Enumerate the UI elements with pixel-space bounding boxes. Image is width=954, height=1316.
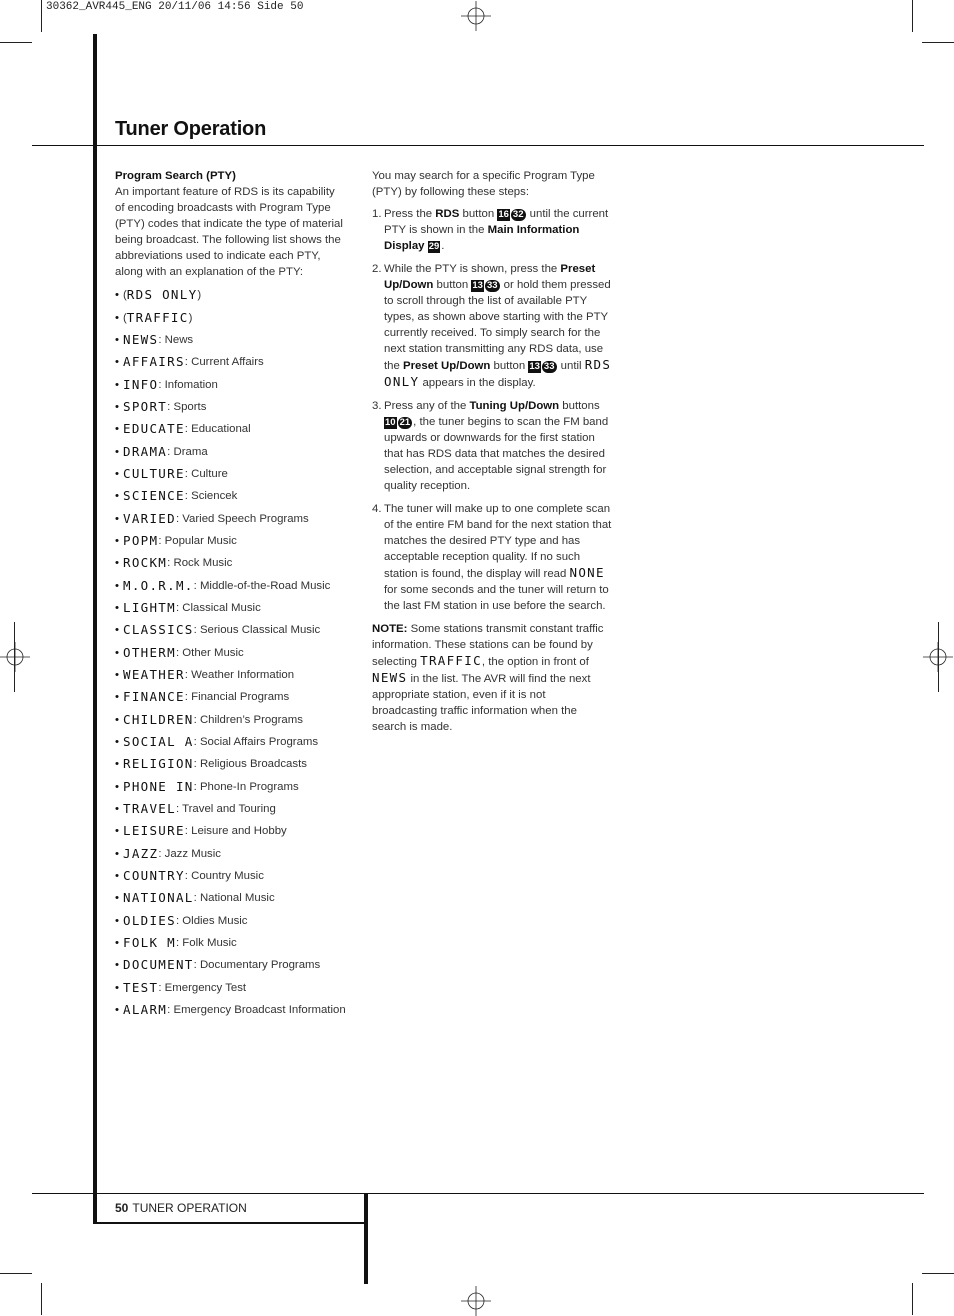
step-number: 2. — [372, 263, 382, 275]
ref-badge: 33 — [543, 361, 555, 372]
display-code: TRAFFIC — [420, 653, 482, 668]
pty-description: : Current Affairs — [184, 356, 264, 369]
pty-code: INFO — [123, 376, 159, 392]
pty-description: : Financial Programs — [184, 691, 290, 704]
text: button — [490, 360, 529, 372]
pty-item — [115, 776, 345, 798]
pty-item — [115, 999, 345, 1021]
pty-code: RDS ONLY — [126, 287, 198, 303]
page-number: 50 — [115, 1201, 129, 1215]
bullet-icon: • — [115, 713, 119, 726]
text: Press any of the — [384, 400, 470, 412]
bullet-icon: • — [115, 825, 119, 838]
button-name: RDS — [435, 208, 460, 220]
pty-description: : Rock Music — [167, 557, 233, 570]
pty-item — [115, 396, 345, 418]
ref-badge: 21 — [399, 417, 411, 428]
paren: ( — [123, 289, 127, 302]
text: in the list. The AVR will find the next appropriate station, even if it is not broadcasting traffic information when the search is made. — [372, 673, 591, 733]
ref-badge: 13 — [529, 361, 540, 372]
pty-item — [115, 485, 345, 507]
bullet-icon: • — [115, 534, 119, 547]
pty-item — [115, 597, 345, 619]
pty-description: : Jazz Music — [158, 847, 221, 860]
pty-item — [115, 664, 345, 686]
pty-code: EDUCATE — [123, 421, 185, 437]
bullet-icon: • — [115, 311, 119, 324]
button-name: Preset Up/Down — [403, 360, 491, 372]
pty-code: CHILDREN — [123, 711, 194, 727]
section-heading: Program Search (PTY) — [115, 170, 236, 182]
pty-item — [115, 910, 345, 932]
bullet-icon: • — [115, 467, 119, 480]
text: While the PTY is shown, press the — [384, 263, 561, 275]
crop-mark — [922, 42, 954, 43]
pty-code: VARIED — [123, 510, 176, 526]
footer-section: TUNER OPERATION — [132, 1201, 247, 1215]
pty-description: : Leisure and Hobby — [184, 825, 287, 838]
pty-description: : Oldies Music — [175, 914, 248, 927]
page-footer — [115, 1201, 247, 1215]
text: until — [557, 360, 585, 372]
crop-mark — [41, 1283, 42, 1315]
step-text — [384, 261, 612, 391]
pty-item — [115, 574, 345, 596]
pty-item — [115, 463, 345, 485]
step-number: 4. — [372, 503, 382, 515]
pty-item — [115, 351, 345, 373]
pty-description: : Social Affairs Programs — [193, 736, 319, 749]
text: , the tuner begins to scan the FM band upwards or downwards for the first station that has RDS data that matches the desired selection, and acceptable signal strength for quality reception. — [384, 416, 609, 492]
pty-item — [115, 619, 345, 641]
paren: ) — [197, 289, 202, 302]
pty-item — [115, 954, 345, 976]
pty-description: : Emergency Broadcast Information — [167, 1004, 346, 1017]
text: until the current PTY is shown in the — [384, 208, 609, 236]
bullet-icon: • — [115, 780, 119, 793]
pty-description: : Documentary Programs — [193, 959, 321, 972]
pty-item — [115, 798, 345, 820]
pty-code: CLASSICS — [123, 622, 194, 638]
bullet-icon: • — [115, 356, 119, 369]
pty-description: : Culture — [184, 467, 228, 480]
right-column — [372, 168, 612, 735]
pty-item — [115, 530, 345, 552]
pty-item — [115, 820, 345, 842]
ref-badge: 13 — [472, 280, 483, 291]
bullet-icon: • — [115, 892, 119, 905]
paren: ( — [123, 311, 127, 324]
footer-rule-bottom — [93, 1222, 368, 1224]
page-title: Tuner Operation — [115, 118, 267, 140]
pty-item — [115, 977, 345, 999]
crop-mark — [14, 622, 15, 692]
bullet-icon: • — [115, 691, 119, 704]
text: appears in the display. — [419, 377, 536, 389]
crop-mark — [922, 1273, 954, 1274]
crop-mark — [938, 622, 939, 692]
pty-item — [115, 932, 345, 954]
intro-paragraph: An important feature of RDS is its capability of encoding broadcasts with Program Type (PTY) codes that indicate the type of material being broadcast. The following list shows the abbreviations used to indicate each PTY, along with an explanation of the PTY: — [115, 186, 343, 278]
pty-description: : Middle-of-the-Road Music — [193, 579, 331, 592]
bullet-icon: • — [115, 937, 119, 950]
display-code: NEWS — [372, 670, 408, 685]
left-column — [115, 168, 345, 1021]
crop-mark — [41, 0, 42, 32]
step-2 — [372, 261, 612, 391]
registration-mark-icon — [0, 642, 30, 672]
pty-code: SPORT — [123, 398, 168, 414]
display-code: RDS ONLY — [384, 357, 612, 389]
pty-description: : Sports — [167, 400, 207, 413]
bullet-icon: • — [115, 400, 119, 413]
text: Press the — [384, 208, 436, 220]
step-1 — [372, 206, 612, 254]
bullet-icon: • — [115, 1004, 119, 1017]
pty-item — [115, 753, 345, 775]
crop-mark — [0, 1273, 32, 1274]
pty-item — [115, 843, 345, 865]
bullet-icon: • — [115, 624, 119, 637]
pty-code: M.O.R.M. — [123, 577, 194, 593]
bullet-icon: • — [115, 646, 119, 659]
pty-code: RELIGION — [123, 756, 194, 772]
pty-code: POPM — [123, 532, 159, 548]
steps-intro: You may search for a specific Program Type (PTY) by following these steps: — [372, 170, 595, 198]
printer-slug: 30362_AVR445_ENG 20/11/06 14:56 Side 50 — [46, 1, 304, 13]
pty-code: SOCIAL A — [123, 734, 194, 750]
text: or hold them pressed to scroll through the list of available PTY types, as shown above starting with the PTY currently received. To simply search for the next station transmitting any RDS data, use the — [384, 279, 611, 372]
step-4 — [372, 501, 612, 614]
step-3 — [372, 398, 612, 494]
ref-badge: 29 — [428, 241, 440, 252]
text: , the option in front of — [481, 656, 589, 668]
pty-description: : Religious Broadcasts — [193, 758, 307, 771]
footer-rule-top — [32, 1193, 924, 1194]
pty-description: : Sciencek — [184, 490, 238, 503]
pty-description: : Emergency Test — [158, 981, 247, 994]
bullet-icon: • — [115, 959, 119, 972]
header-rule — [32, 145, 924, 146]
bullet-icon: • — [115, 289, 119, 302]
pty-list — [115, 284, 345, 1021]
steps-list — [372, 206, 612, 614]
crop-mark — [912, 0, 913, 32]
pty-code: TRAVEL — [123, 801, 176, 817]
pty-item — [115, 284, 345, 306]
bullet-icon: • — [115, 803, 119, 816]
pty-item — [115, 887, 345, 909]
paren: ) — [188, 311, 193, 324]
crop-mark — [0, 42, 32, 43]
pty-code: FOLK M — [123, 935, 176, 951]
ref-badge: 16 — [498, 209, 509, 220]
bullet-icon: • — [115, 914, 119, 927]
pty-item — [115, 865, 345, 887]
bullet-icon: • — [115, 736, 119, 749]
crop-mark — [912, 1283, 913, 1315]
text: button — [433, 279, 472, 291]
pty-description: : Serious Classical Music — [193, 624, 321, 637]
pty-code: LIGHTM — [123, 599, 176, 615]
footer-divider-bar — [364, 1194, 368, 1284]
bullet-icon: • — [115, 870, 119, 883]
pty-code: NATIONAL — [123, 890, 194, 906]
pty-code: JAZZ — [123, 845, 159, 861]
pty-code: LEISURE — [123, 823, 185, 839]
pty-description: : Educational — [184, 423, 251, 436]
pty-description: : News — [158, 333, 194, 346]
pty-description: : Infomation — [158, 378, 218, 391]
pty-description: : Folk Music — [175, 937, 237, 950]
text: . — [441, 240, 445, 252]
pty-code: SCIENCE — [123, 488, 185, 504]
pty-description: : Weather Information — [184, 669, 295, 682]
text: for some seconds and the tuner will return to the last FM station in use before the search. — [384, 584, 609, 612]
step-number: 1. — [372, 208, 382, 220]
bullet-icon: • — [115, 758, 119, 771]
bullet-icon: • — [115, 579, 119, 592]
pty-item — [115, 306, 345, 328]
display-name: Main Information Display — [384, 224, 580, 252]
pty-item — [115, 373, 345, 395]
pty-item — [115, 709, 345, 731]
registration-mark-icon — [461, 1286, 491, 1316]
bullet-icon: • — [115, 378, 119, 391]
pty-description: : Phone-In Programs — [193, 780, 299, 793]
note-paragraph — [372, 621, 612, 735]
pty-code: ALARM — [123, 1002, 168, 1018]
text: The tuner will make up to one complete scan of the entire FM band for the next station that matches the desired PTY type and has acceptable reception quality. If no such station is found, the display will read — [384, 503, 612, 580]
step-number: 3. — [372, 400, 382, 412]
text: Some stations transmit constant traffic information. These stations can be found by selecting — [372, 623, 604, 668]
pty-code: TRAFFIC — [126, 309, 189, 325]
note-label: NOTE: — [372, 623, 408, 635]
text: buttons — [559, 400, 600, 412]
step-text — [384, 501, 612, 614]
pty-item — [115, 507, 345, 529]
pty-item — [115, 418, 345, 440]
pty-code: OLDIES — [123, 912, 176, 928]
pty-code: COUNTRY — [123, 868, 185, 884]
pty-code: AFFAIRS — [123, 354, 185, 370]
pty-description: : Other Music — [175, 646, 244, 659]
page-side-bar — [93, 34, 97, 1224]
bullet-icon: • — [115, 423, 119, 436]
bullet-icon: • — [115, 847, 119, 860]
display-code: NONE — [569, 565, 605, 580]
pty-code: NEWS — [123, 331, 159, 347]
pty-description: : Drama — [167, 445, 208, 458]
pty-item — [115, 552, 345, 574]
pty-description: : Varied Speech Programs — [175, 512, 309, 525]
pty-item — [115, 686, 345, 708]
pty-description: : National Music — [193, 892, 275, 905]
pty-code: FINANCE — [123, 689, 185, 705]
pty-item — [115, 440, 345, 462]
registration-mark-icon — [461, 1, 491, 31]
pty-item — [115, 642, 345, 664]
button-name: Tuning Up/Down — [469, 400, 560, 412]
bullet-icon: • — [115, 445, 119, 458]
pty-description: : Children’s Programs — [193, 713, 303, 726]
ref-badge: 10 — [385, 417, 396, 428]
pty-item — [115, 731, 345, 753]
button-name: Preset Up/Down — [384, 263, 596, 291]
text: button — [459, 208, 498, 220]
pty-code: DRAMA — [123, 443, 168, 459]
bullet-icon: • — [115, 601, 119, 614]
pty-code: PHONE IN — [123, 778, 194, 794]
pty-description: : Classical Music — [175, 601, 261, 614]
pty-item — [115, 329, 345, 351]
step-text — [384, 206, 612, 254]
bullet-icon: • — [115, 512, 119, 525]
pty-code: DOCUMENT — [123, 957, 194, 973]
bullet-icon: • — [115, 669, 119, 682]
pty-code: ROCKM — [123, 555, 168, 571]
bullet-icon: • — [115, 490, 119, 503]
pty-description: : Travel and Touring — [175, 803, 276, 816]
step-text — [384, 398, 612, 494]
pty-code: TEST — [123, 979, 159, 995]
bullet-icon: • — [115, 981, 119, 994]
ref-badge: 32 — [512, 209, 524, 220]
pty-code: WEATHER — [123, 667, 185, 683]
bullet-icon: • — [115, 557, 119, 570]
pty-description: : Popular Music — [158, 534, 237, 547]
pty-description: : Country Music — [184, 870, 264, 883]
pty-code: OTHERM — [123, 644, 176, 660]
pty-code: CULTURE — [123, 465, 185, 481]
ref-badge: 33 — [486, 280, 498, 291]
bullet-icon: • — [115, 333, 119, 346]
